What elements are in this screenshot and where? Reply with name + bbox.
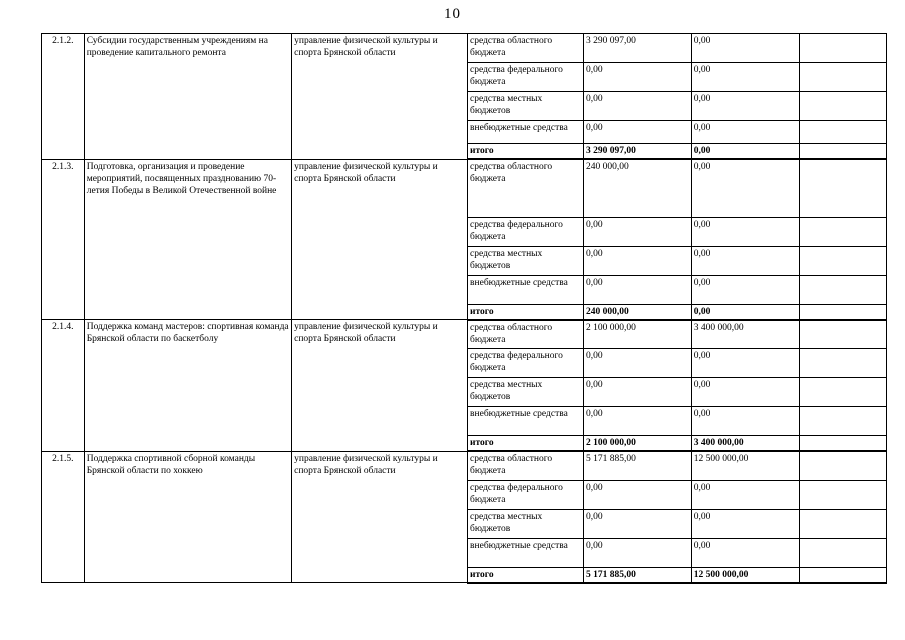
item-executor: управление физической культуры и спорта Брянской области bbox=[292, 34, 468, 160]
funding-source: средства областного бюджета bbox=[468, 451, 584, 480]
item-name: Подготовка, организация и проведение мероприятий, посвященных празднованию 70-летия Победы в Великой Отечественной войне bbox=[84, 159, 291, 320]
amount-year-2: 3 400 000,00 bbox=[691, 436, 799, 452]
amount-year-3 bbox=[799, 320, 887, 349]
amount-year-1: 2 100 000,00 bbox=[583, 320, 691, 349]
amount-year-2: 0,00 bbox=[691, 538, 799, 567]
table-row bbox=[42, 320, 887, 349]
funding-source: средства федерального бюджета bbox=[468, 63, 584, 92]
amount-year-2: 0,00 bbox=[691, 275, 799, 304]
amount-year-1: 240 000,00 bbox=[583, 304, 691, 320]
amount-year-1: 0,00 bbox=[583, 121, 691, 144]
funding-source: средства местных бюджетов bbox=[468, 246, 584, 275]
table-row bbox=[42, 159, 887, 217]
amount-year-3 bbox=[799, 436, 887, 452]
amount-year-2: 3 400 000,00 bbox=[691, 320, 799, 349]
table-row bbox=[42, 34, 887, 63]
amount-year-1: 0,00 bbox=[583, 246, 691, 275]
amount-year-2: 0,00 bbox=[691, 378, 799, 407]
funding-source: внебюджетные средства bbox=[468, 275, 584, 304]
funding-source: средства областного бюджета bbox=[468, 159, 584, 217]
amount-year-1: 5 171 885,00 bbox=[583, 567, 691, 583]
amount-year-2: 12 500 000,00 bbox=[691, 567, 799, 583]
funding-source: внебюджетные средства bbox=[468, 121, 584, 144]
amount-year-2: 0,00 bbox=[691, 509, 799, 538]
amount-year-2: 0,00 bbox=[691, 92, 799, 121]
item-executor: управление физической культуры и спорта Брянской области bbox=[292, 451, 468, 583]
item-number: 2.1.3. bbox=[42, 159, 85, 320]
amount-year-3 bbox=[799, 480, 887, 509]
budget-table bbox=[41, 33, 887, 584]
funding-source: средства местных бюджетов bbox=[468, 509, 584, 538]
funding-source: итого bbox=[468, 304, 584, 320]
amount-year-1: 0,00 bbox=[583, 509, 691, 538]
item-executor: управление физической культуры и спорта Брянской области bbox=[292, 159, 468, 320]
amount-year-2: 0,00 bbox=[691, 63, 799, 92]
amount-year-3 bbox=[799, 407, 887, 436]
funding-source: средства федерального бюджета bbox=[468, 349, 584, 378]
amount-year-2: 0,00 bbox=[691, 246, 799, 275]
amount-year-3 bbox=[799, 121, 887, 144]
amount-year-2: 0,00 bbox=[691, 34, 799, 63]
amount-year-3 bbox=[799, 304, 887, 320]
funding-source: итого bbox=[468, 567, 584, 583]
amount-year-2: 0,00 bbox=[691, 159, 799, 217]
amount-year-3 bbox=[799, 92, 887, 121]
amount-year-1: 0,00 bbox=[583, 407, 691, 436]
amount-year-3 bbox=[799, 144, 887, 160]
amount-year-3 bbox=[799, 246, 887, 275]
amount-year-2: 0,00 bbox=[691, 217, 799, 246]
item-number: 2.1.4. bbox=[42, 320, 85, 452]
amount-year-3 bbox=[799, 34, 887, 63]
amount-year-1: 2 100 000,00 bbox=[583, 436, 691, 452]
amount-year-2: 0,00 bbox=[691, 349, 799, 378]
item-number: 2.1.5. bbox=[42, 451, 85, 583]
amount-year-3 bbox=[799, 378, 887, 407]
item-name: Субсидии государственным учреждениям на проведение капитального ремонта bbox=[84, 34, 291, 160]
page-number: 10 bbox=[444, 6, 461, 22]
amount-year-3 bbox=[799, 275, 887, 304]
amount-year-3 bbox=[799, 538, 887, 567]
table-body bbox=[42, 34, 887, 583]
funding-source: итого bbox=[468, 436, 584, 452]
amount-year-2: 0,00 bbox=[691, 144, 799, 160]
funding-source: средства местных бюджетов bbox=[468, 378, 584, 407]
funding-source: средства областного бюджета bbox=[468, 34, 584, 63]
item-executor: управление физической культуры и спорта Брянской области bbox=[292, 320, 468, 452]
amount-year-2: 0,00 bbox=[691, 407, 799, 436]
amount-year-2: 12 500 000,00 bbox=[691, 451, 799, 480]
funding-source: внебюджетные средства bbox=[468, 538, 584, 567]
amount-year-1: 0,00 bbox=[583, 349, 691, 378]
funding-source: внебюджетные средства bbox=[468, 407, 584, 436]
amount-year-3 bbox=[799, 159, 887, 217]
item-number: 2.1.2. bbox=[42, 34, 85, 160]
amount-year-2: 0,00 bbox=[691, 304, 799, 320]
table-row bbox=[42, 451, 887, 480]
amount-year-1: 5 171 885,00 bbox=[583, 451, 691, 480]
amount-year-1: 0,00 bbox=[583, 275, 691, 304]
funding-source: средства областного бюджета bbox=[468, 320, 584, 349]
amount-year-1: 0,00 bbox=[583, 217, 691, 246]
amount-year-1: 3 290 097,00 bbox=[583, 144, 691, 160]
amount-year-3 bbox=[799, 509, 887, 538]
amount-year-3 bbox=[799, 217, 887, 246]
amount-year-1: 240 000,00 bbox=[583, 159, 691, 217]
amount-year-3 bbox=[799, 567, 887, 583]
amount-year-1: 0,00 bbox=[583, 538, 691, 567]
amount-year-3 bbox=[799, 349, 887, 378]
amount-year-1: 0,00 bbox=[583, 378, 691, 407]
amount-year-1: 0,00 bbox=[583, 63, 691, 92]
amount-year-3 bbox=[799, 451, 887, 480]
funding-source: итого bbox=[468, 144, 584, 160]
amount-year-1: 3 290 097,00 bbox=[583, 34, 691, 63]
item-name: Поддержка команд мастеров: спортивная команда Брянской области по баскетболу bbox=[84, 320, 291, 452]
amount-year-2: 0,00 bbox=[691, 480, 799, 509]
item-name: Поддержка спортивной сборной команды Брянской области по хоккею bbox=[84, 451, 291, 583]
funding-source: средства федерального бюджета bbox=[468, 217, 584, 246]
funding-source: средства федерального бюджета bbox=[468, 480, 584, 509]
amount-year-2: 0,00 bbox=[691, 121, 799, 144]
amount-year-1: 0,00 bbox=[583, 92, 691, 121]
amount-year-3 bbox=[799, 63, 887, 92]
amount-year-1: 0,00 bbox=[583, 480, 691, 509]
funding-source: средства местных бюджетов bbox=[468, 92, 584, 121]
